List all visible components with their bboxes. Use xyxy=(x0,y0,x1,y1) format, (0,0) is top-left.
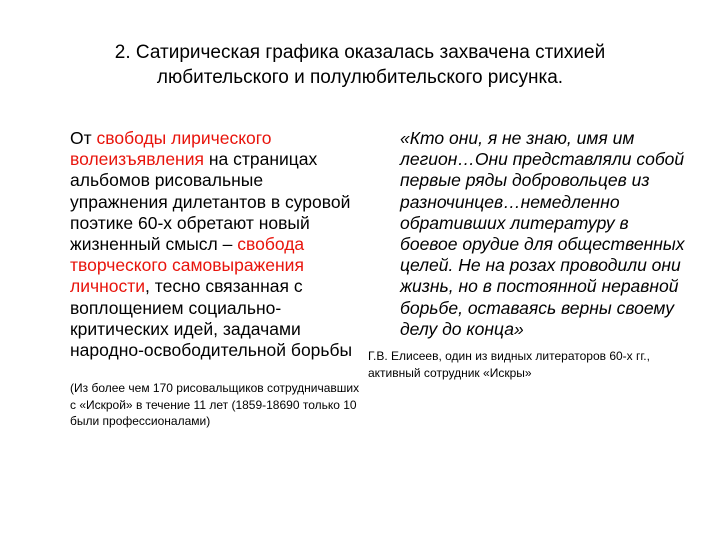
left-column xyxy=(70,128,360,430)
quote-attribution: Г.В. Елисеев, один из видных литераторов 60-х гг., активный сотрудник «Искры» xyxy=(368,349,650,380)
title-line-2: любительского и полулюбительского рисунка. xyxy=(156,67,564,88)
slide-title xyxy=(60,40,660,90)
highlight-freedom-of-self-expression: свобода творческого самовыражения личности xyxy=(70,234,305,297)
title-line-1: 2. Сатирическая графика оказалась захвачена стихией xyxy=(114,42,606,63)
left-text-segment: От xyxy=(70,128,97,148)
left-main-paragraph xyxy=(70,128,360,361)
right-column xyxy=(368,128,690,381)
left-footnote: (Из более чем 170 рисовальщиков сотрудничавших с «Искрой» в течение 11 лет (1859-18690 только 10 были профессионалами) xyxy=(70,381,360,429)
highlight-freedom-of-lyrical-will: свободы лирического волеизъявления xyxy=(70,128,272,170)
left-text-segment: на страницах альбомов рисовальные упражнения дилетантов в суровой поэтике 60-х обретают новый жизненный смысл – xyxy=(70,149,351,255)
eliseev-quote: «Кто они, я не знаю, имя им легион…Они представляли собой первые ряды добровольцев из разночинцев…немедленно обративших литературу в боевое орудие для общественных целей. Не на розах проводили они жизнь, но в постоянной неравной борьбе, оставаясь верны своему делу до конца» xyxy=(400,128,685,339)
left-text-segment: , тесно связанная с воплощением социально-критических идей, задачами народно-освободительной борьбы xyxy=(70,276,353,361)
